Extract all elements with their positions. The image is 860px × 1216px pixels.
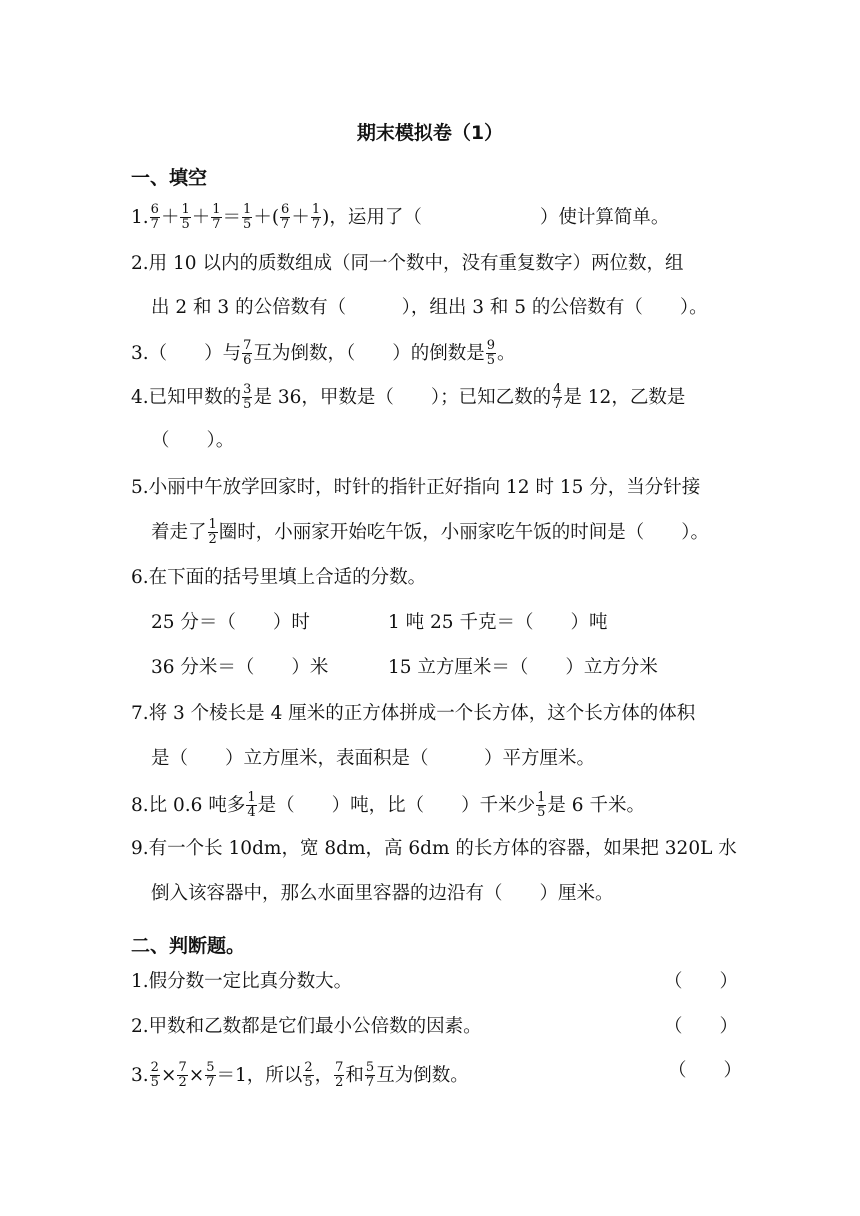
fraction: $\frac{9}{5}$ (486, 338, 495, 368)
fraction: $\frac{4}{7}$ (553, 382, 562, 412)
judge-2-answer-box[interactable]: （ ） (664, 1016, 739, 1037)
question-7-line-1: 7.将 3 个棱长是 4 厘米的正方体拼成一个长方体，这个长方体的体积 (131, 703, 696, 724)
question-3: 3.（ ）与 $\frac{7}{6}$ 互为倒数，（ ）的倒数是 $\frac{9}{5}$ 。 (131, 338, 516, 368)
judge-3-text: 3. $\frac{2}{5}$ × $\frac{7}{2}$ × $\frac{5}{7}$ ＝1，所以 $\frac{2}{5}$ ， $\frac{7}{2}$ 和 $\frac{5}{7}$ 互为倒数。 (131, 1060, 469, 1090)
question-5-line-1: 5.小丽中午放学回家时，时针的指针正好指向 12 时 15 分，当分针接 (131, 477, 701, 498)
fraction: $\frac{1}{7}$ (311, 202, 321, 232)
fraction: $\frac{7}{2}$ (178, 1060, 187, 1090)
fraction: $\frac{7}{6}$ (243, 338, 252, 368)
question-6-item-b: 1 吨 25 千克＝（ ）吨 (388, 612, 608, 633)
fraction: $\frac{1}{7}$ (212, 202, 221, 232)
fraction: $\frac{1}{2}$ (208, 517, 217, 547)
section-heading-true-false: 二、判断题。 (131, 935, 246, 957)
question-1: 1. $\frac{6}{7}$ ＋ $\frac{1}{5}$ ＋ $\frac{1}{7}$ ＝ $\frac{1}{5}$ ＋( $\frac{6}{7}$ ＋ $\frac{1}{7}$ )，运用了（ ）使计算简单。 (131, 202, 670, 232)
question-2-line-2: 出 2 和 3 的公倍数有（ ），组出 3 和 5 的公倍数有（ ）。 (151, 297, 708, 318)
question-5-line-2: 着走了 $\frac{1}{2}$ 圈时，小丽家开始吃午饭，小丽家吃午饭的时间是（ ）。 (151, 517, 710, 547)
question-2-line-1: 2.用 10 以内的质数组成（同一个数中，没有重复数字）两位数，组 (131, 253, 684, 274)
question-9-line-1: 9.有一个长 10dm，宽 8dm，高 6dm 的长方体的容器，如果把 320L 水 (131, 838, 737, 859)
q1-number: 1. (131, 207, 149, 229)
fraction: $\frac{7}{2}$ (335, 1060, 344, 1090)
fraction: $\frac{5}{7}$ (206, 1060, 215, 1090)
fraction: $\frac{1}{5}$ (537, 790, 546, 820)
judge-2-text: 2.甲数和乙数都是它们最小公倍数的因素。 (131, 1016, 482, 1037)
fraction: $\frac{1}{5}$ (243, 202, 252, 232)
question-6-item-d: 15 立方厘米＝（ ）立方分米 (388, 657, 658, 678)
question-6-item-c: 36 分米＝（ ）米 (151, 657, 329, 678)
page-title: 期末模拟卷（1） (356, 122, 504, 144)
fraction: $\frac{2}{5}$ (150, 1060, 159, 1090)
fraction: $\frac{6}{7}$ (150, 202, 159, 232)
fraction: $\frac{2}{5}$ (304, 1060, 313, 1090)
question-4-line-1: 4.已知甲数的 $\frac{3}{5}$ 是 36，甲数是（ ）；已知乙数的 $\frac{4}{7}$ 是 12，乙数是 (131, 382, 686, 412)
fraction: $\frac{5}{7}$ (365, 1060, 375, 1090)
section-heading-fill-blank: 一、填空 (131, 167, 208, 189)
question-4-line-2: （ ）。 (151, 430, 235, 451)
judge-3-answer-box[interactable]: （ ） (668, 1060, 743, 1081)
question-8: 8.比 0.6 吨多 $\frac{1}{4}$ 是（ ）吨，比（ ）千米少 $\frac{1}{5}$ 是 6 千米。 (131, 790, 645, 820)
question-6-item-a: 25 分＝（ ）时 (151, 612, 310, 633)
judge-1-answer-box[interactable]: （ ） (664, 971, 739, 992)
fraction: $\frac{3}{5}$ (243, 382, 252, 412)
judge-1-text: 1.假分数一定比真分数大。 (131, 971, 353, 992)
question-6-line-1: 6.在下面的括号里填上合适的分数。 (131, 567, 427, 588)
fraction: $\frac{1}{5}$ (181, 202, 190, 232)
question-9-line-2: 倒入该容器中，那么水面里容器的边沿有（ ）厘米。 (151, 883, 614, 904)
fraction: $\frac{6}{7}$ (281, 202, 290, 232)
fraction: $\frac{1}{4}$ (247, 790, 256, 820)
question-7-line-2: 是（ ）立方厘米，表面积是（ ）平方厘米。 (151, 748, 596, 769)
